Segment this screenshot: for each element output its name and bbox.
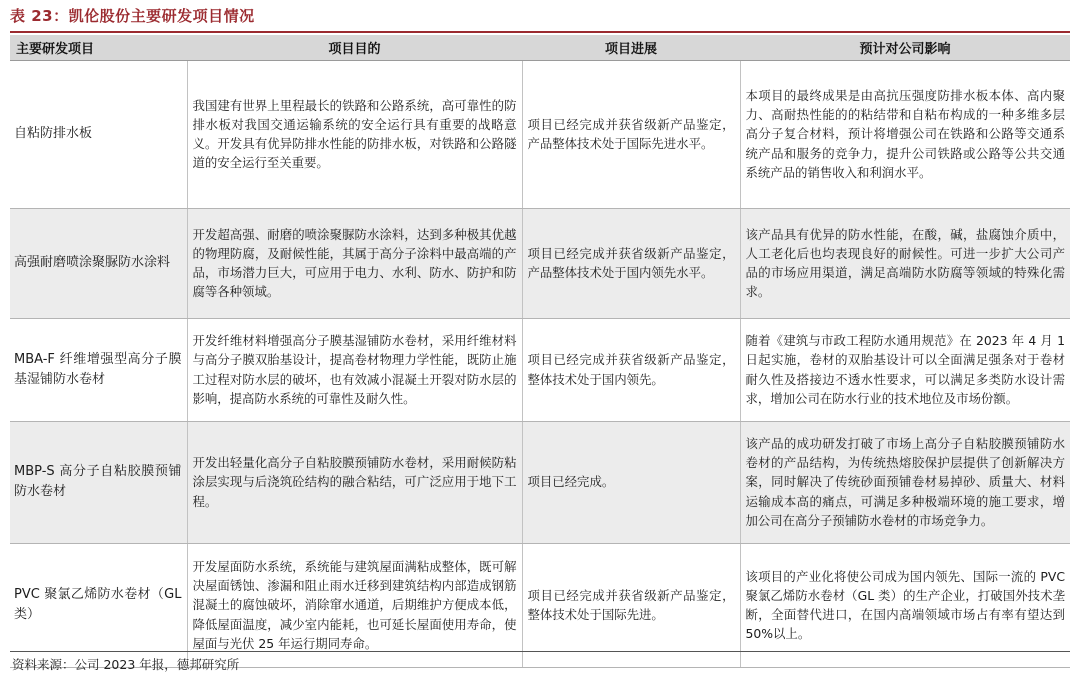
cell-project: 自粘防排水板 [10,60,187,208]
cell-impact: 该项目的产业化将使公司成为国内领先、国际一流的 PVC 聚氯乙烯防水卷材（GL 类）的生产企业，打破国外技术垄断，全面替代进口，在国内高端领域市场占有率有望达到 50%以上。 [740,543,1070,667]
cell-progress: 项目已经完成并获省级新产品鉴定，整体技术处于国际先进。 [522,543,740,667]
cell-purpose: 开发超高强、耐磨的喷涂聚脲防水涂料，达到多种极其优越的物理防腐，及耐候性能，其属于高分子涂料中最高端的产品，市场潜力巨大，可应用于电力、水利、防水、防护和防腐等各种领域。 [187,208,522,318]
table-row [10,421,1070,543]
table-row [10,208,1070,318]
cell-purpose: 开发出轻量化高分子自粘胶膜预铺防水卷材，采用耐候防粘涂层实现与后浇筑砼结构的融合粘结，可广泛应用于地下工程。 [187,421,522,543]
table-title: 表 23：凯伦股份主要研发项目情况 [10,7,255,25]
cell-impact: 该产品的成功研发打破了市场上高分子自粘胶膜预铺防水卷材的产品结构，为传统热熔胶保护层提供了创新解决方案，同时解决了传统砂面预铺卷材易掉砂、质量大、材料运输成本高的痛点，可满足多种极端环境的施工要求，增加公司在高分子预铺防水卷材的市场竞争力。 [740,421,1070,543]
cell-project: PVC 聚氯乙烯防水卷材（GL 类） [10,543,187,667]
header-progress: 项目进展 [522,35,740,60]
table-header-row [10,35,1070,60]
source-rule [10,651,1070,652]
cell-project: 高强耐磨喷涂聚脲防水涂料 [10,208,187,318]
rd-projects-table [10,35,1070,668]
cell-purpose: 我国建有世界上里程最长的铁路和公路系统，高可靠性的防排水板对我国交通运输系统的安全运行具有重要的战略意义。开发具有优异防排水性能的防排水板，对铁路和公路隧道的安全运行至关重要。 [187,60,522,208]
title-rule [10,31,1070,33]
table-row [10,543,1070,667]
cell-progress: 项目已经完成。 [522,421,740,543]
cell-project: MBA-F 纤维增强型高分子膜基湿铺防水卷材 [10,318,187,421]
cell-progress: 项目已经完成并获省级新产品鉴定，产品整体技术处于国内领先水平。 [522,208,740,318]
cell-purpose: 开发屋面防水系统，系统能与建筑屋面满粘成整体，既可解决屋面锈蚀、渗漏和阻止雨水迁移到建筑结构内部造成钢筋混凝土的腐蚀破坏，消除窜水通道，后期维护方便成本低，降低屋面温度，减少室内能耗，也可延长屋面使用寿命，使屋面与光伏 25 年运行期同寿命。 [187,543,522,667]
cell-impact: 本项目的最终成果是由高抗压强度防排水板本体、高内聚力、高耐热性能的的粘结带和自粘布构成的一种多维多层高分子复合材料，预计将增强公司在铁路和公路等交通系统产品和服务的竞争力，提升公司铁路或公路等公共交通系统产品的销售收入和利润水平。 [740,60,1070,208]
table-row [10,60,1070,208]
cell-purpose: 开发纤维材料增强高分子膜基湿铺防水卷材，采用纤维材料与高分子膜双胎基设计，提高卷材物理力学性能，既防止施工过程对防水层的破坏，也有效减小混凝土开裂对防水层的影响，提高防水系统的可靠性及耐久性。 [187,318,522,421]
cell-project: MBP-S 高分子自粘胶膜预铺防水卷材 [10,421,187,543]
header-purpose: 项目目的 [187,35,522,60]
source-note: 资料来源：公司 2023 年报，德邦研究所 [12,657,240,672]
cell-impact: 随着《建筑与市政工程防水通用规范》在 2023 年 4 月 1 日起实施，卷材的双胎基设计可以全面满足强条对于卷材耐久性及搭接边不透水性要求，可以满足多类防水设计需求，增加公司在防水行业的技术地位及市场份额。 [740,318,1070,421]
header-impact: 预计对公司影响 [740,35,1070,60]
cell-impact: 该产品具有优异的防水性能，在酸，碱，盐腐蚀介质中，人工老化后也均表现良好的耐候性。可进一步扩大公司产品的市场应用渠道，满足高端防水防腐等领域的特殊化需求。 [740,208,1070,318]
cell-progress: 项目已经完成并获省级新产品鉴定，产品整体技术处于国际先进水平。 [522,60,740,208]
table-row [10,318,1070,421]
cell-progress: 项目已经完成并获省级新产品鉴定，整体技术处于国内领先。 [522,318,740,421]
header-project: 主要研发项目 [10,35,187,60]
